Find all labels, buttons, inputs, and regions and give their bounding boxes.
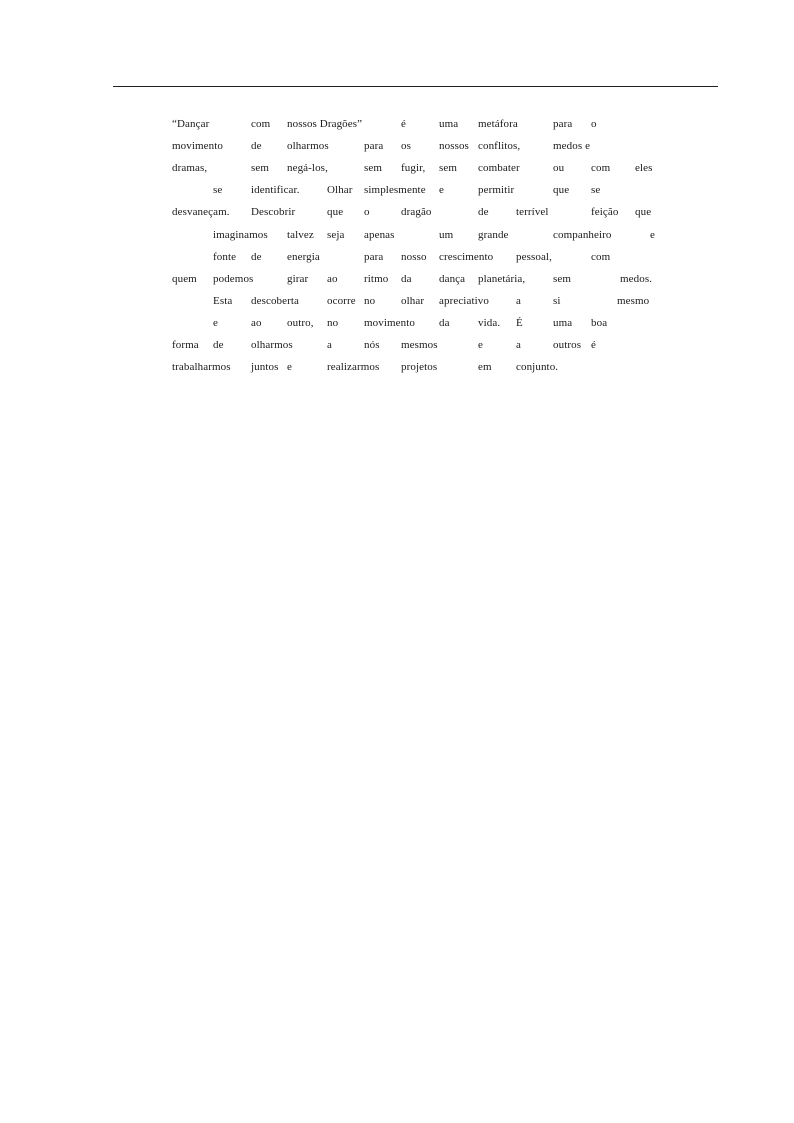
word: realizarmos [327, 361, 380, 373]
word: movimento [364, 317, 416, 329]
word: combater [478, 162, 520, 174]
word: olhar [401, 295, 425, 307]
word: ao [327, 273, 338, 285]
word: para [364, 251, 384, 263]
word: de [213, 339, 224, 351]
word: Descobrir [251, 206, 296, 218]
word: É [516, 317, 523, 329]
word: companheiro [553, 229, 612, 241]
word: e [650, 229, 655, 241]
word: dramas, [172, 162, 208, 174]
word: simplesmente [364, 184, 426, 196]
word: boa [591, 317, 608, 329]
word: crescimento [439, 251, 494, 263]
word: de [251, 251, 262, 263]
word: e [439, 184, 444, 196]
word: para [364, 140, 384, 152]
word: ritmo [364, 273, 389, 285]
word: juntos [251, 361, 279, 373]
word: pessoal, [516, 251, 552, 263]
word: seja [327, 229, 345, 241]
word: o [364, 206, 370, 218]
word: sem [364, 162, 383, 174]
word: dança [439, 273, 466, 285]
word: se [213, 184, 223, 196]
word: nosso [401, 251, 427, 263]
word: e [287, 361, 292, 373]
word: nossos Dragões” [287, 118, 363, 130]
word: vida. [478, 317, 501, 329]
word: trabalharmos [172, 361, 231, 373]
word: quem [172, 273, 197, 285]
word: medos e [553, 140, 591, 152]
word: no [364, 295, 376, 307]
word: feição [591, 206, 619, 218]
word: com [591, 251, 611, 263]
word: podemos [213, 273, 254, 285]
word: que [327, 206, 344, 218]
word: olharmos [251, 339, 293, 351]
word: projetos [401, 361, 438, 373]
word: metáfora [478, 118, 518, 130]
word: apreciativo [439, 295, 489, 307]
word: fonte [213, 251, 237, 263]
word: uma [439, 118, 459, 130]
word: girar [287, 273, 309, 285]
word: no [327, 317, 339, 329]
word: olharmos [287, 140, 329, 152]
word: imaginamos [213, 229, 268, 241]
word: e [213, 317, 218, 329]
word: eles [635, 162, 653, 174]
word: permitir [478, 184, 515, 196]
word: que [635, 206, 652, 218]
word: Olhar [327, 184, 353, 196]
word: ocorre [327, 295, 356, 307]
word: nossos [439, 140, 469, 152]
word: dragão [401, 206, 432, 218]
word: Esta [213, 295, 233, 307]
word: com [591, 162, 611, 174]
word: negá-los, [287, 162, 328, 174]
word: conflitos, [478, 140, 521, 152]
word: mesmo [617, 295, 650, 307]
word: sem [251, 162, 270, 174]
word: ao [251, 317, 262, 329]
word: apenas [364, 229, 395, 241]
word: fugir, [401, 162, 426, 174]
word: outros [553, 339, 582, 351]
word: se [591, 184, 601, 196]
word: a [516, 295, 521, 307]
word: sem [553, 273, 572, 285]
word: com [251, 118, 271, 130]
word: de [251, 140, 262, 152]
word: e [478, 339, 483, 351]
word: é [591, 339, 596, 351]
word: planetária, [478, 273, 526, 285]
word: os [401, 140, 411, 152]
word: talvez [287, 229, 314, 241]
word: da [439, 317, 450, 329]
word: mesmos [401, 339, 438, 351]
word: uma [553, 317, 573, 329]
word: energia [287, 251, 320, 263]
word: ou [553, 162, 565, 174]
word: medos. [620, 273, 653, 285]
word: si [553, 295, 561, 307]
word: conjunto. [516, 361, 559, 373]
word: desvaneçam. [172, 206, 230, 218]
word: identificar. [251, 184, 300, 196]
word: grande [478, 229, 509, 241]
word: da [401, 273, 412, 285]
word: “Dançar [172, 118, 210, 130]
word: um [439, 229, 454, 241]
word: que [553, 184, 570, 196]
word: terrível [516, 206, 549, 218]
word: a [516, 339, 521, 351]
word: a [327, 339, 332, 351]
word: outro, [287, 317, 314, 329]
word: movimento [172, 140, 224, 152]
word: nós [364, 339, 380, 351]
word: o [591, 118, 597, 130]
word: em [478, 361, 492, 373]
word: de [478, 206, 489, 218]
word: forma [172, 339, 199, 351]
word: para [553, 118, 573, 130]
word: descoberta [251, 295, 300, 307]
word: é [401, 118, 406, 130]
word: sem [439, 162, 458, 174]
